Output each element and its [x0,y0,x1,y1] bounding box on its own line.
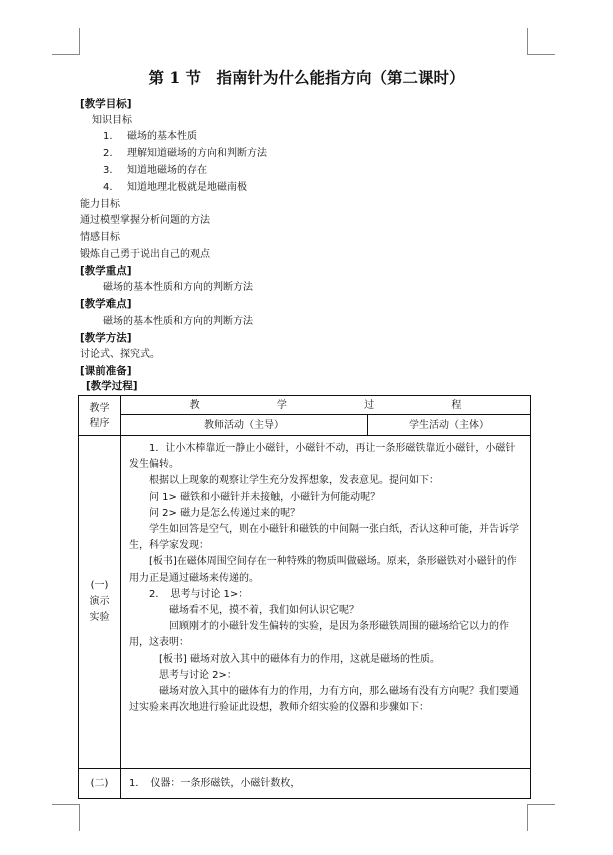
paragraph: [板书] 磁场对放入其中的磁体有力的作用，这就是磁场的性质。 [129,653,440,665]
process-header: [教学过程] [86,380,138,392]
crop-mark-tl-v [79,28,80,55]
paragraph: [板书]在磁体周围空间存在一种特殊的物质叫做磁场。原来，条形磁铁对小磁针的作用力正是通过磁场来传递的。 [129,556,517,584]
page-title: 第 1 节 指南针为什么能指方向（第二课时） [148,68,465,87]
ability-header: 能力目标 [80,199,120,210]
item-text: 知道地磁场的存在 [127,165,207,176]
list-item [103,182,247,194]
paragraph: 回顾刚才的小磁针发生偏转的实验，是因为条形磁铁周围的磁场给它以力的作用，这表明： [129,621,509,649]
prep-header: [课前准备] [80,365,132,377]
student-header: 学生活动（主体） [368,415,531,436]
row2-content: 1． 仪器：一条形磁铁，小磁针数枚， [121,769,531,799]
crop-mark-tr-h [527,54,555,55]
difficult-header: [教学难点] [80,298,132,310]
method-header: [教学方法] [80,332,132,344]
paragraph: 根据以上现象的观察让学生充分发挥想象，发表意见。提问如下： [129,475,439,487]
emotion-header: 情感目标 [80,232,120,243]
crop-mark-bl-v [79,804,80,831]
list-item [103,148,267,160]
item-number: 3. [103,165,113,176]
item-number: 1. [103,131,113,142]
knowledge-header: 知识目标 [92,115,132,126]
teaching-content-cell [121,436,531,769]
emotion-text: 锻炼自己勇于说出自己的观点 [80,249,210,260]
program-header: 教学程序 [89,402,110,429]
key-text: 磁场的基本性质和方向的判断方法 [103,282,253,293]
item-text: 理解知道磁场的方向和判断方法 [127,148,267,159]
crop-mark-tl-h [52,54,80,55]
key-header: [教学重点] [80,265,132,277]
row-label-cell [79,436,121,769]
item-text: 知道地理北极就是地磁南极 [127,182,247,193]
paragraph: 思考与讨论 2>： [129,669,237,681]
crop-mark-tr-v [527,28,528,55]
process-char: 程 [451,399,462,411]
paragraph: 学生如回答是空气，则在小磁针和磁铁的中间隔一张白纸，否认这种可能，并告诉学生，科学家发现： [129,524,519,552]
row-label-line: (一) [90,580,109,591]
process-header-cell [121,396,531,415]
method-text: 讨论式、探究式。 [80,349,160,360]
paragraph: 问 2> 磁力是怎么传递过来的呢？ [129,507,301,519]
paragraph: 2． 思考与讨论 1>： [129,588,249,600]
item-number: 2. [103,148,113,159]
row-label-line: 实验 [89,612,110,623]
list-item [103,131,197,143]
goal-header: [教学目标] [80,98,132,110]
paragraph: 磁场对放入其中的磁体有力的作用，力有方向，那么磁场有没有方向呢？我们要通过实验来再次地进行验证此设想，教师介绍实验的仪器和步骤如下： [129,686,519,714]
paragraph: 问 1> 磁铁和小磁针并未接触，小磁针为何能动呢？ [129,491,381,503]
process-heading [121,397,530,414]
paragraph: 磁场看不见，摸不着，我们如何认识它呢？ [129,605,359,617]
row-label-line: 演示 [89,596,110,607]
teacher-header: 教师活动（主导） [121,415,368,436]
process-char: 过 [364,399,375,411]
ability-text: 通过模型掌握分析问题的方法 [80,215,210,226]
difficult-text: 磁场的基本性质和方向的判断方法 [103,316,253,327]
process-char: 教 [189,399,200,411]
crop-mark-br-h [527,804,555,805]
row2-label: (二) [79,769,121,799]
process-table [78,395,531,799]
paragraph: 1．让小木棒靠近一静止小磁针，小磁针不动，再让一条形磁铁靠近小磁针，小磁针发生偏转。 [129,443,516,471]
list-item [103,165,207,177]
program-header-cell [79,396,121,436]
item-text: 磁场的基本性质 [127,131,197,142]
process-char: 学 [276,399,287,411]
crop-mark-bl-h [52,804,80,805]
crop-mark-br-v [527,804,528,831]
item-number: 4. [103,182,113,193]
